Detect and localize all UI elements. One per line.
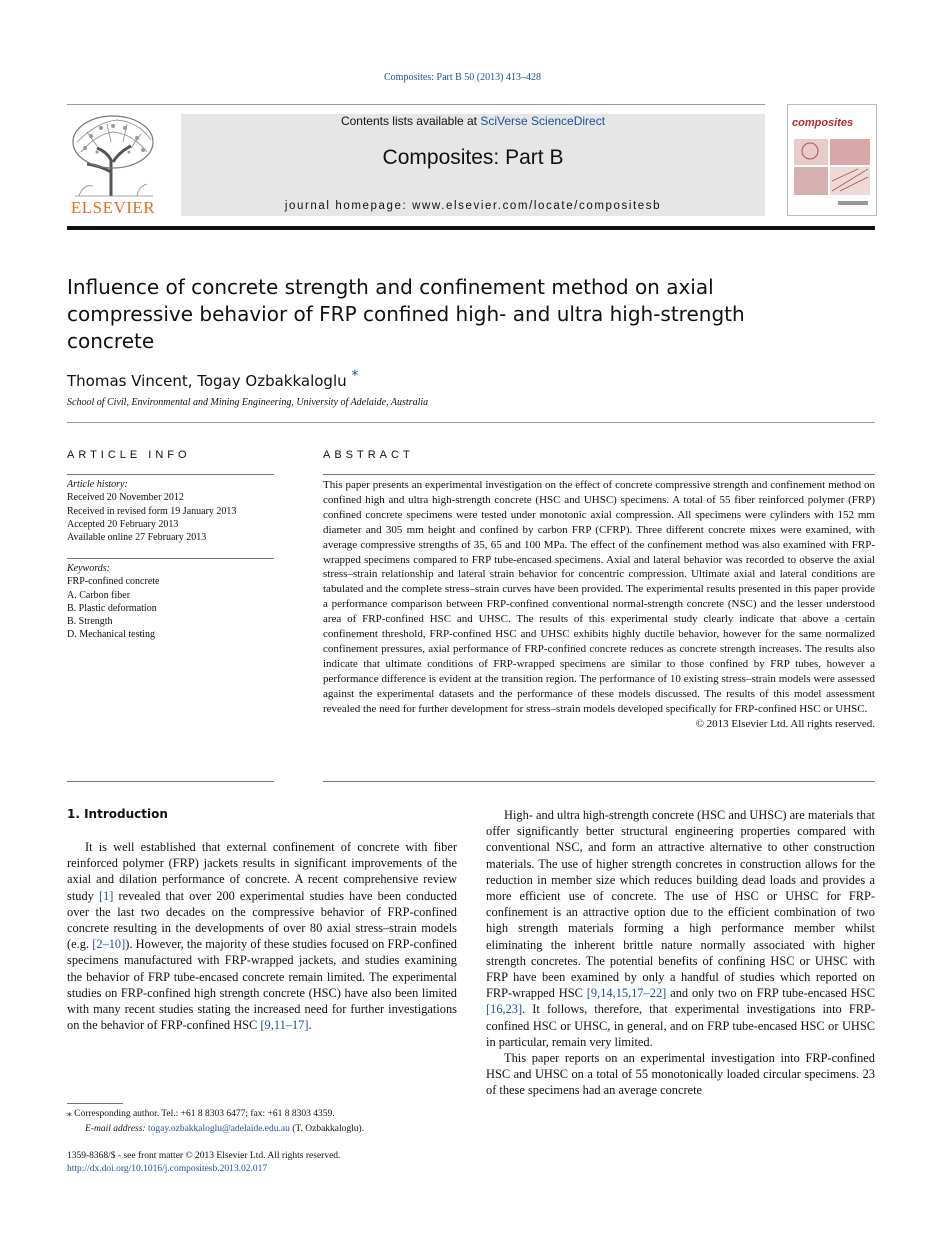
text-run: High- and ultra high-strength concrete (HSC and UHSC) are materials that offer significantly better structural engineering properties compared with conventional NSC, and form an attractive alternative to other construction materials. The use of higher strength concretes in construction allows for the reduction in member size which reduces building dead loads and provides a more efficient use of concrete. The use of HSC or UHSC for FRP-confinement is an attractive option due to the efficient combination of two high strength materials forming a high performance member whilst eliminating the inherent brittle nature normally associated with higher strength concretes. The potential benefits of confining HSC or UHSC with FRP have been examined by only a handful of studies which reported on FRP-wrapped HSC <box>486 808 875 1001</box>
corresponding-author-note: ⁎ Corresponding author. Tel.: +61 8 8303 6477; fax: +61 8 8303 4359. <box>67 1109 335 1119</box>
abstract-rule <box>323 474 875 475</box>
text-run: ). However, the majority of these studies focused on FRP-confined specimens manufactured with FRP-wrapped jackets, and studies examining the behavior of FRP tube-encased concrete remain limited. The experimental studies on FRP-confined high strength concrete (HSC) have also been limited with many recent studies stating the increased need for further investigations on the behavior of FRP-confined HSC <box>67 937 457 1033</box>
text-run: It is well established that external confinement of concrete with fiber reinforced polymer (FRP) jackets results in significant improvements of the axial and dilation performance of concrete. A recent comprehensive review study <box>67 840 457 903</box>
history-rule <box>67 558 274 559</box>
email-label: E-mail address: <box>85 1124 146 1134</box>
journal-banner <box>181 114 765 216</box>
abstract-body <box>323 478 875 731</box>
article-info-bottom-rule <box>67 781 274 782</box>
abstract-copyright: © 2013 Elsevier Ltd. All rights reserved. <box>695 717 875 730</box>
contents-line <box>181 114 765 128</box>
abstract-heading: ABSTRACT <box>323 449 414 461</box>
citation-link[interactable]: [16,23] <box>486 1002 523 1017</box>
intro-paragraph <box>486 807 875 1050</box>
email-link[interactable]: togay.ozbakkaloglu@adelaide.edu.au <box>147 1124 290 1134</box>
footnote-rule <box>67 1103 123 1104</box>
intro-paragraph <box>67 839 457 1033</box>
cover-image-icon <box>788 105 876 215</box>
citation-link[interactable]: [2–10] <box>92 937 126 952</box>
abstract-bottom-rule <box>323 781 875 782</box>
contents-prefix: Contents lists available at <box>340 114 481 128</box>
article-title: Influence of concrete strength and confinement method on axial compressive behavior of FRP confined high- and ultra high-strength concrete <box>67 275 745 353</box>
keyword-item: B. Strength <box>67 616 113 628</box>
journal-cover-thumbnail <box>787 104 877 216</box>
doi-link[interactable]: http://dx.doi.org/10.1016/j.compositesb.2013.02.017 <box>67 1164 268 1174</box>
body-column-right <box>486 807 875 1099</box>
keyword-item: B. Plastic deformation <box>67 602 157 614</box>
history-item: Received 20 November 2012 <box>67 492 184 504</box>
article-history <box>67 478 274 544</box>
article-info-heading: ARTICLE INFO <box>67 449 191 461</box>
keyword-item: FRP-confined concrete <box>67 576 160 588</box>
corresponding-author-mark[interactable]: * <box>351 368 359 384</box>
keyword-item: A. Carbon fiber <box>67 589 131 601</box>
email-suffix: (T. Ozbakkaloglu). <box>289 1124 365 1134</box>
elsevier-wordmark: ELSEVIER <box>70 198 156 217</box>
history-item: Accepted 20 February 2013 <box>67 518 179 530</box>
cover-title: composites <box>792 117 854 129</box>
history-item: Available online 27 February 2013 <box>67 532 207 544</box>
history-item: Received in revised form 19 January 2013 <box>67 505 237 517</box>
keyword-item: D. Mechanical testing <box>67 629 156 641</box>
intro-paragraph: This paper reports on an experimental investigation into FRP-confined HSC and UHSC on a total of 55 monotonically loaded circular specimens. 23 of these specimens had an average concrete <box>486 1051 875 1098</box>
citation-link[interactable]: [9,14,15,17–22] <box>586 986 667 1001</box>
keywords-label: Keywords: <box>67 563 110 574</box>
footnote <box>67 1107 467 1137</box>
text-run: and only two on FRP tube-encased HSC <box>666 986 875 1001</box>
citation-link[interactable]: [9,11–17] <box>260 1018 309 1033</box>
abstract-text: This paper presents an experimental investigation on the effect of concrete compressive strength and confinement method on confined high and ultra high-strength concrete (HSC and UHSC) specimens. A total of 55 fiber reinforced polymer (FRP) confined concrete specimens were tested under monotonic axial compression. All specimens were cylinders with 152 mm diameter and 305 mm height and confined by carbon FRP (CFRP). Three different concrete mixes were examined, with average compressive strengths of 35, 65 and 100 MPa. The effect of the confinement method was also examined with FRP-wrapped specimens compared to FRP tube-encased specimens. Axial and lateral behavior was recorded to observe the axial stress–strain relationship and lateral strain behavior for concentric compression. Ultimate axial and lateral conditions are tabulated and the complete stress–strain curves have been provided. The experimental results presented in this paper provide a performance comparison between FRP-confined conventional normal-strength concrete (NSC) and the lesser understood area of FRP-confined HSC and UHSC. The results of this experimental study clearly indicate that above a certain confinement threshold, FRP-confined HSC and UHSC exhibits highly ductile behavior, however for the same normalized confinement pressures, axial performance of FRP-confined concrete reduces as concrete strength increases. The results also indicate that ultimate conditions of FRP-wrapped specimens are similar to those confined by FRP tubes, however a performance difference is evident at the transition region. The performance of 10 existing stress–strain models were assessed against the experimental datasets and the performance of these models discussed. The results of this model assessment revealed the need for further development for stress–strain models developed specifically for FRP-confined HSC or UHSC. <box>323 479 875 715</box>
issn-line: 1359-8368/$ - see front matter © 2013 Elsevier Ltd. All rights reserved. <box>67 1151 341 1161</box>
sciencedirect-link[interactable]: SciVerse ScienceDirect <box>480 114 606 128</box>
journal-homepage[interactable]: journal homepage: www.elsevier.com/locate/compositesb <box>284 200 662 212</box>
introduction-heading: 1. Introduction <box>67 807 168 821</box>
elsevier-tree-icon <box>67 112 159 198</box>
article-info-rule <box>67 474 274 475</box>
journal-title: Composites: Part B <box>382 146 564 169</box>
citation-link[interactable]: [1] <box>98 888 114 903</box>
text-run: . It follows, therefore, that experimental investigations into FRP-confined HSC or UHSC, in general, and on FRP tube-encased HSC or UHSC in particular, remain very limited. <box>486 1002 875 1049</box>
body-column-left <box>67 839 457 1033</box>
journal-citation[interactable]: Composites: Part B 50 (2013) 413–428 <box>384 72 541 83</box>
title-rule <box>67 422 875 423</box>
header-thick-rule <box>67 226 875 230</box>
front-matter-info <box>67 1150 487 1176</box>
keywords-block <box>67 562 274 642</box>
header-top-rule <box>67 104 765 105</box>
email-line <box>67 1122 467 1137</box>
author-names: Thomas Vincent, Togay Ozbakkaloglu <box>67 372 347 390</box>
history-label: Article history: <box>67 479 128 490</box>
elsevier-logo <box>67 112 159 218</box>
text-run: revealed that over 200 experimental studies have been conducted over the last two decades on the compressive behavior of FRP-confined concrete resulting in the developments of over 80 axial stress–strain models (e.g. <box>67 888 458 952</box>
author-affiliation: School of Civil, Environmental and Mining Engineering, University of Adelaide, Australia <box>67 397 429 408</box>
article-authors <box>67 368 358 390</box>
text-run: . <box>308 1018 312 1033</box>
